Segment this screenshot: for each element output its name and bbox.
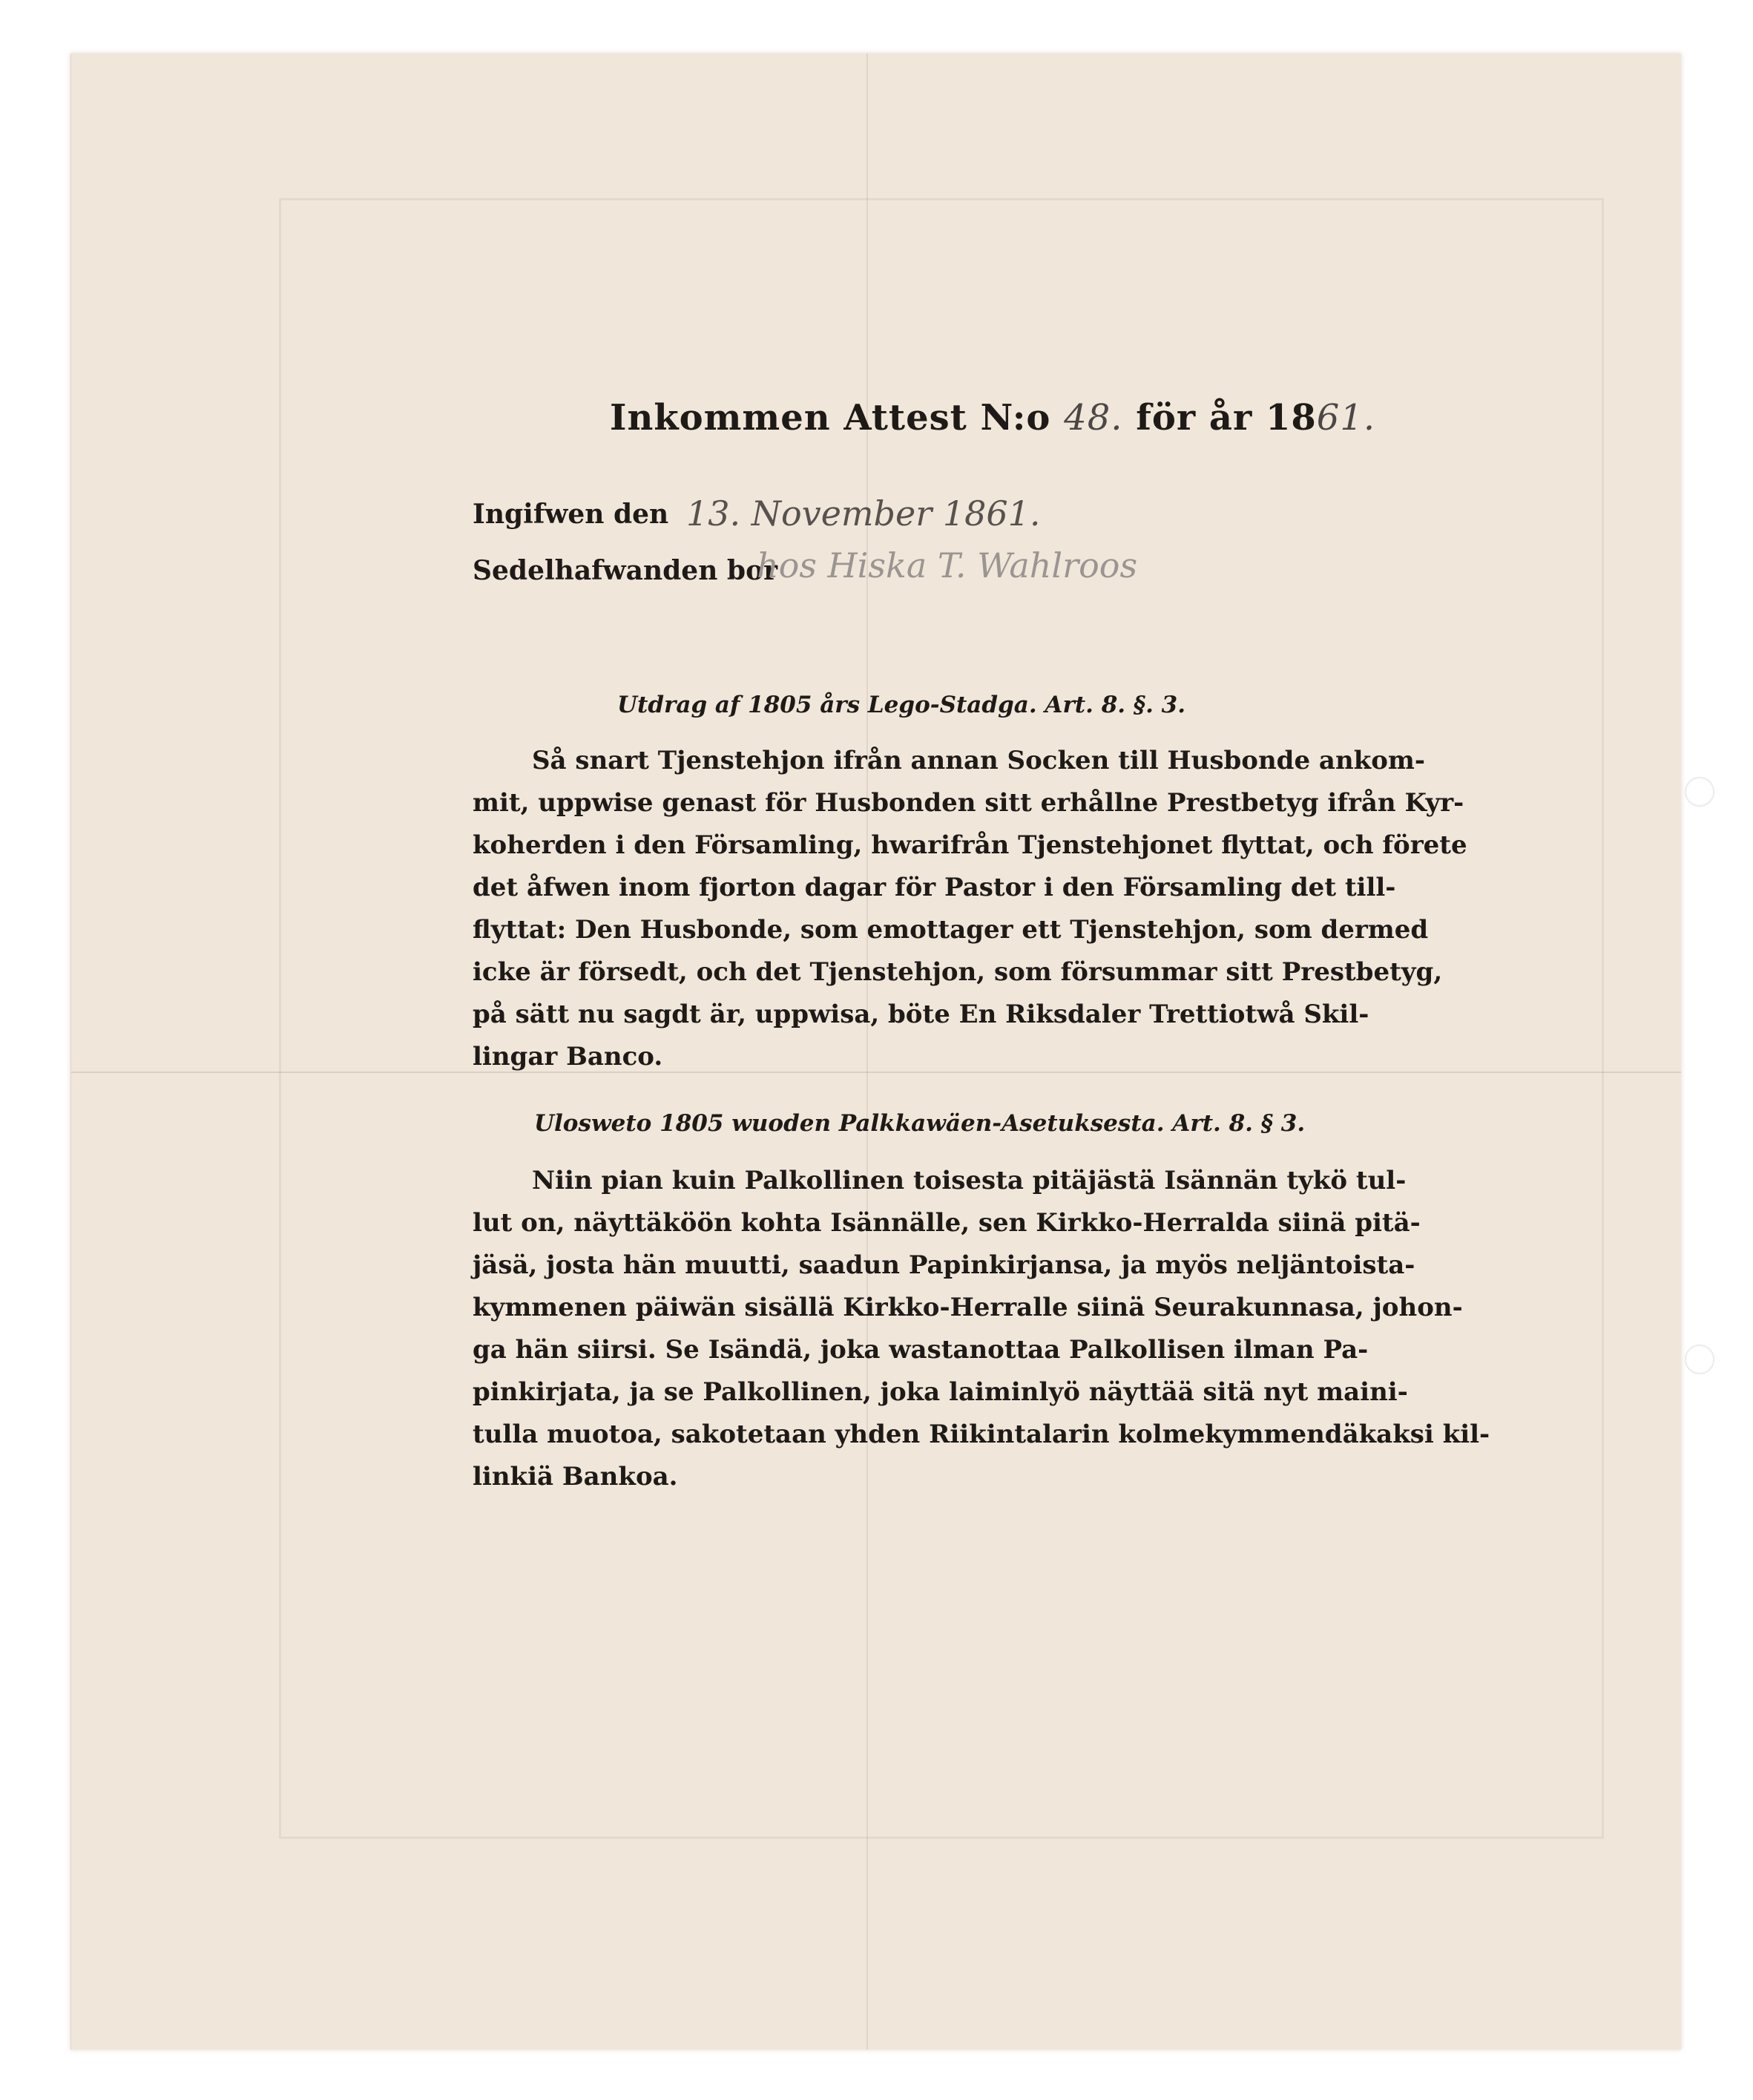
paragraph-line: koherden i den Församling, hwarifrån Tjenstehjonet flyttat, och förete xyxy=(473,830,1467,860)
paragraph-line: Niin pian kuin Palkollinen toisesta pitäjästä Isännän tykö tul- xyxy=(532,1166,1407,1195)
paragraph-line: jäsä, josta hän muutti, saadun Papinkirjansa, ja myös neljäntoista- xyxy=(473,1250,1415,1280)
paragraph-line: pinkirjata, ja se Palkollinen, joka laiminlyö näyttää sitä nyt maini- xyxy=(473,1377,1408,1407)
finnish-paragraph xyxy=(473,1160,1490,1498)
attest-number: 48. xyxy=(1064,397,1123,439)
filed-label: Ingifwen den xyxy=(473,499,669,530)
title-prefix: Inkommen Attest N:o xyxy=(610,397,1051,439)
year-suffix: 61. xyxy=(1316,397,1376,439)
paragraph-line: mit, uppwise genast för Husbonden sitt erhållne Prestbetyg ifrån Kyr- xyxy=(473,788,1464,818)
paragraph-line: icke är försedt, och det Tjenstehjon, som försummar sitt Prestbetyg, xyxy=(473,957,1443,987)
swedish-heading: Utdrag af 1805 års Lego-Stadga. Art. 8. §. 3. xyxy=(617,692,1186,718)
resides-value: hos Hiska T. Wahlroos xyxy=(757,545,1138,585)
paragraph-line: det åfwen inom fjorton dagar för Pastor i den Församling det till- xyxy=(473,873,1396,902)
paragraph-line: tulla muotoa, sakotetaan yhden Riikintalarin kolmekymmendäkaksi kil- xyxy=(473,1420,1490,1449)
paragraph-line: Så snart Tjenstehjon ifrån annan Socken till Husbonde ankom- xyxy=(532,746,1425,775)
paragraph-line: lut on, näyttäköön kohta Isännälle, sen Kirkko-Herralda siinä pitä- xyxy=(473,1208,1421,1238)
paragraph-line: ga hän siirsi. Se Isändä, joka wastanottaa Palkollisen ilman Pa- xyxy=(473,1335,1369,1365)
paragraph-line: lingar Banco. xyxy=(473,1042,663,1072)
punch-hole xyxy=(1685,1345,1714,1374)
paragraph-line: på sätt nu sagdt är, uppwisa, böte En Riksdaler Trettiotwå Skil- xyxy=(473,1000,1369,1029)
punch-hole xyxy=(1685,777,1714,807)
filed-value: 13. November 1861. xyxy=(686,493,1041,534)
title-middle: för år 18 xyxy=(1136,397,1317,439)
paragraph-line: linkiä Bankoa. xyxy=(473,1462,678,1492)
paragraph-line: kymmenen päiwän sisällä Kirkko-Herralle siinä Seurakunnasa, johon- xyxy=(473,1293,1463,1322)
page-title xyxy=(610,397,1375,439)
swedish-paragraph xyxy=(473,740,1467,1078)
finnish-heading: Ulosweto 1805 wuoden Palkkawäen-Asetuksesta. Art. 8. § 3. xyxy=(534,1110,1306,1137)
paragraph-line: flyttat: Den Husbonde, som emottager ett Tjenstehjon, som dermed xyxy=(473,915,1429,945)
resides-label: Sedelhafwanden bor xyxy=(473,555,778,586)
